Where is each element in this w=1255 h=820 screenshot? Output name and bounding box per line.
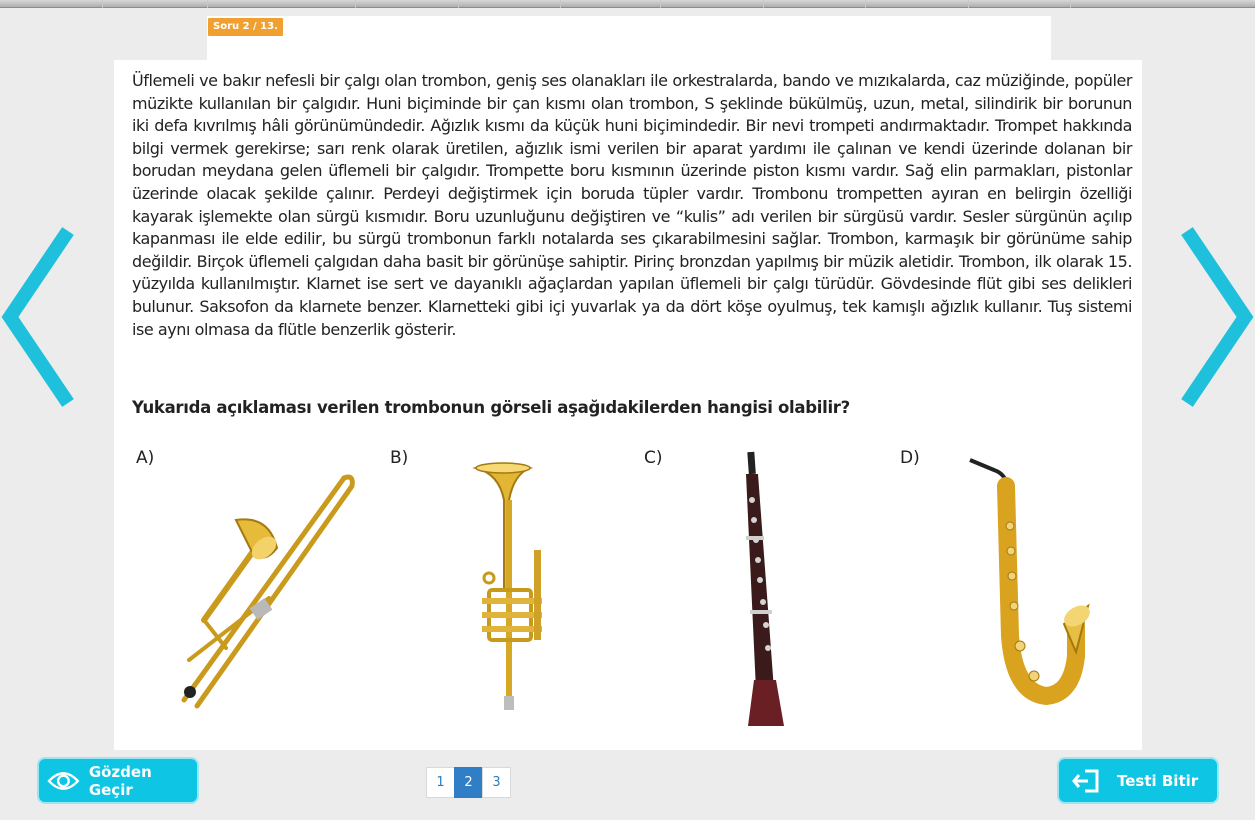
next-question-arrow[interactable]: [1180, 225, 1255, 410]
trombone-icon[interactable]: [164, 470, 364, 715]
option-b-label[interactable]: B): [390, 448, 409, 468]
exit-icon: [1071, 768, 1101, 794]
clarinet-icon[interactable]: [732, 450, 812, 730]
trumpet-icon[interactable]: [464, 460, 564, 720]
option-c-label[interactable]: C): [644, 448, 663, 468]
previous-question-arrow[interactable]: [0, 225, 75, 410]
option-d-label[interactable]: D): [900, 448, 920, 468]
saxophone-icon[interactable]: [964, 456, 1094, 721]
page-1-button[interactable]: 1: [426, 767, 455, 798]
finish-test-button-label: Testi Bitir: [1117, 771, 1199, 790]
review-button-label: Gözden Geçir: [88, 762, 152, 799]
page-2-button[interactable]: 2: [454, 767, 483, 798]
question-passage: Üflemeli ve bakır nefesli bir çalgı olan trombon, geniş ses olanakları ile orkestralarda, bando ve mızıkalarda, caz müziğinde, popüler müzikte kullanılan bir çalgıdır. Huni biçiminde bir çan kısmı olan trombon, S şeklinde bükülmüş, uzun, metal, silindirik bir borunun iki defa kıvrılmış hâli görünümündedir. Ağızlık kısmı da küçük huni biçimindedir. Bir nevi trompeti andırmaktadır. Trompet hakkında bilgi vermek gerekirse; sarı renk olarak üretilen, ağızlık ismi verilen bir aparat yardımı ile çalınan ve kendi üzerinde dolanan bir borudan meydana gelen üflemeli bir çalgıdır. Trompette boru kısmının üzerinde piston kısmı vardır. Sağ elin parmakları, pistonlar üzerinde olacak şekilde çalınır. Perdeyi değiştirmek için boruda tüpler vardır. Trombonu trompetten ayıran en belirgin özelliği kayarak işlemekte olan sürgü kısmıdır. Boru uzunluğunu değiştiren ve “kulis” adı verilen bir sürgüsü vardır. Sesler sürgünün açılıp kapanması ile elde edilir, bu sürgü trombonun farklı notalarda ses çıkarabilmesini sağlar. Trombon, karmaşık bir görünüme sahip değildir. Birçok üflemeli çalgıdan daha basit bir görünüşe sahiptir. Pirinç bronzdan yapılmış bir müzik aletidir. Trombon, ilk olarak 15. yüzyılda kullanılmıştır. Klarnet ise sert ve dayanıklı ağaçlardan yapılan üflemeli bir çalgı türüdür. Gövdesinde flüt gibi ses delikleri bulunur. Saksofon da klarnete benzer. Klarnetteki gibi içi yuvarlak ya da dört köşe oyulmuş, tek kamışlı ağızlık kullanır. Tuş sistemi ise aynı olmasa da flütle benzerlik gösterir.: [132, 71, 1132, 339]
finish-test-button[interactable]: [1057, 757, 1219, 804]
pagination: [427, 767, 511, 798]
question-header: [207, 16, 1051, 60]
eye-icon: [47, 769, 80, 793]
top-toolbar: [0, 0, 1255, 8]
page-3-button[interactable]: 3: [482, 767, 511, 798]
question-prompt: Yukarıda açıklaması verilen trombonun görseli aşağıdakilerden hangisi olabilir?: [132, 398, 850, 417]
review-button[interactable]: [37, 757, 199, 804]
option-a-label[interactable]: A): [136, 448, 155, 468]
question-card: [114, 60, 1142, 750]
question-number-badge: Soru 2 / 13.: [208, 18, 283, 36]
